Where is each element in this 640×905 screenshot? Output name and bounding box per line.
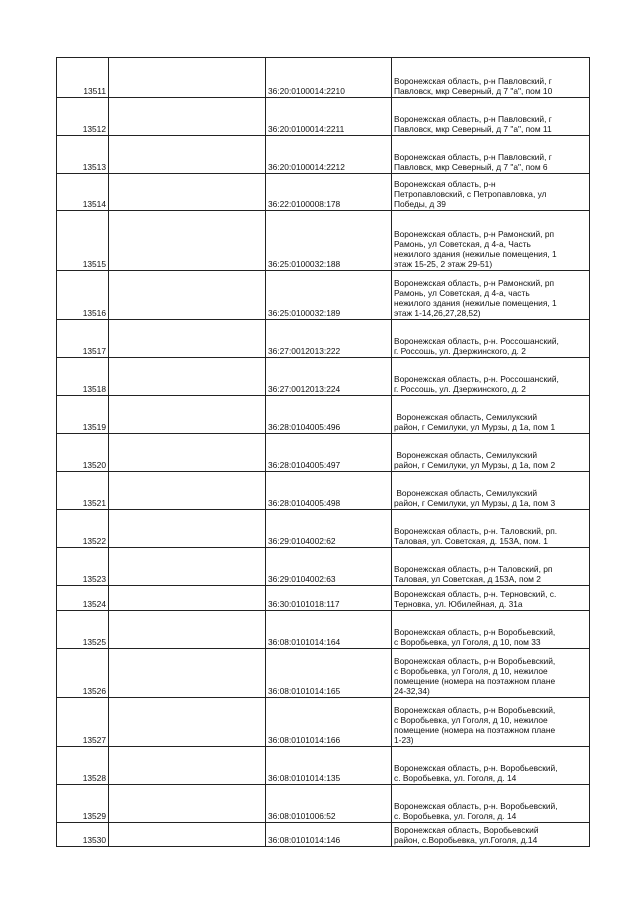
cadastral-number: 36:29:0104002:62	[266, 510, 392, 548]
empty-cell	[109, 98, 266, 136]
cadastral-number: 36:08:0101014:165	[266, 649, 392, 698]
address-cell: Воронежская область, р-н. Воробьевский, с. Воробьевка, ул. Гоголя, д. 14	[392, 747, 590, 785]
cadastral-number: 36:27:0012013:222	[266, 320, 392, 358]
empty-cell	[109, 472, 266, 510]
table-row	[57, 747, 590, 785]
table-row	[57, 358, 590, 396]
empty-cell	[109, 434, 266, 472]
cadastral-number: 36:08:0101014:166	[266, 698, 392, 747]
cadastral-number: 36:22:0100008:178	[266, 174, 392, 211]
address-cell: Воронежская область, Семилукский район, г Семилуки, ул Мурзы, д 1а, пом 3	[392, 472, 590, 510]
empty-cell	[109, 174, 266, 211]
cadastral-number: 36:27:0012013:224	[266, 358, 392, 396]
empty-cell	[109, 747, 266, 785]
row-number: 13511	[57, 58, 109, 98]
empty-cell	[109, 271, 266, 320]
empty-cell	[109, 611, 266, 649]
row-number: 13525	[57, 611, 109, 649]
table-row	[57, 58, 590, 98]
address-cell: Воронежская область, р-н Павловский, г Павловск, мкр Северный, д 7 "а", пом 11	[392, 98, 590, 136]
row-number: 13528	[57, 747, 109, 785]
row-number: 13529	[57, 785, 109, 823]
empty-cell	[109, 58, 266, 98]
address-cell: Воронежская область, р-н. Воробьевский, с. Воробьевка, ул. Гоголя, д. 14	[392, 785, 590, 823]
address-cell: Воронежская область, р-н. Таловский, рп. Таловая, ул. Советская, д. 153А, пом. 1	[392, 510, 590, 548]
cadastral-number: 36:28:0104005:497	[266, 434, 392, 472]
table-row	[57, 136, 590, 174]
table-row	[57, 586, 590, 611]
table-row	[57, 510, 590, 548]
address-cell: Воронежская область, Воробьевский район, с.Воробьевка, ул.Гоголя, д.14	[392, 823, 590, 847]
cadastral-number: 36:20:0100014:2212	[266, 136, 392, 174]
cadastral-number: 36:20:0100014:2211	[266, 98, 392, 136]
table-row	[57, 472, 590, 510]
address-cell: Воронежская область, р-н Воробьевский, с Воробьевка, ул Гоголя, д 10, нежилое помещение (номера на поэтажном плане 1-23)	[392, 698, 590, 747]
empty-cell	[109, 358, 266, 396]
cadastral-number: 36:25:0100032:188	[266, 211, 392, 271]
address-cell: Воронежская область, р-н Павловский, г Павловск, мкр Северный, д 7 "а", пом 10	[392, 58, 590, 98]
table-row	[57, 823, 590, 847]
cadastral-number: 36:30:0101018:117	[266, 586, 392, 611]
empty-cell	[109, 510, 266, 548]
cadastral-number: 36:28:0104005:498	[266, 472, 392, 510]
row-number: 13522	[57, 510, 109, 548]
empty-cell	[109, 698, 266, 747]
empty-cell	[109, 396, 266, 434]
table-row	[57, 548, 590, 586]
empty-cell	[109, 548, 266, 586]
row-number: 13524	[57, 586, 109, 611]
address-cell: Воронежская область, р-н Петропавловский, с Петропавловка, ул Победы, д 39	[392, 174, 590, 211]
address-cell: Воронежская область, р-н Воробьевский, с Воробьевка, ул Гоголя, д 10, пом 33	[392, 611, 590, 649]
table-row	[57, 698, 590, 747]
table-row	[57, 98, 590, 136]
row-number: 13519	[57, 396, 109, 434]
row-number: 13523	[57, 548, 109, 586]
cadastral-number: 36:28:0104005:496	[266, 396, 392, 434]
table-row	[57, 396, 590, 434]
cadastral-number: 36:20:0100014:2210	[266, 58, 392, 98]
address-cell: Воронежская область, Семилукский район, г Семилуки, ул Мурзы, д 1а, пом 1	[392, 396, 590, 434]
row-number: 13515	[57, 211, 109, 271]
cadastral-number: 36:25:0100032:189	[266, 271, 392, 320]
row-number: 13517	[57, 320, 109, 358]
table-row	[57, 211, 590, 271]
empty-cell	[109, 211, 266, 271]
row-number: 13512	[57, 98, 109, 136]
row-number: 13514	[57, 174, 109, 211]
empty-cell	[109, 785, 266, 823]
table-row	[57, 785, 590, 823]
row-number: 13527	[57, 698, 109, 747]
address-cell: Воронежская область, р-н. Россошанский, г. Россошь, ул. Дзержинского, д. 2	[392, 320, 590, 358]
cadastral-number: 36:08:0101014:164	[266, 611, 392, 649]
address-cell: Воронежская область, р-н Воробьевский, с Воробьевка, ул Гоголя, д 10, нежилое помещение (номера на поэтажном плане 24-32,34)	[392, 649, 590, 698]
row-number: 13518	[57, 358, 109, 396]
empty-cell	[109, 320, 266, 358]
row-number: 13521	[57, 472, 109, 510]
row-number: 13516	[57, 271, 109, 320]
cadastral-number: 36:08:0101006:52	[266, 785, 392, 823]
row-number: 13520	[57, 434, 109, 472]
row-number: 13513	[57, 136, 109, 174]
address-cell: Воронежская область, р-н. Терновский, с. Терновка, ул. Юбилейная, д. 31а	[392, 586, 590, 611]
address-cell: Воронежская область, р-н Таловский, рп Таловая, ул Советская, д 153А, пом 2	[392, 548, 590, 586]
row-number: 13530	[57, 823, 109, 847]
cadastral-number: 36:08:0101014:135	[266, 747, 392, 785]
cadastral-number: 36:29:0104002:63	[266, 548, 392, 586]
table-row	[57, 174, 590, 211]
address-cell: Воронежская область, р-н Павловский, г Павловск, мкр Северный, д 7 "а", пом 6	[392, 136, 590, 174]
table-row	[57, 611, 590, 649]
table-row	[57, 271, 590, 320]
empty-cell	[109, 586, 266, 611]
row-number: 13526	[57, 649, 109, 698]
table-row	[57, 320, 590, 358]
table-row	[57, 434, 590, 472]
cadastral-number: 36:08:0101014:146	[266, 823, 392, 847]
address-cell: Воронежская область, р-н. Россошанский, г. Россошь, ул. Дзержинского, д. 2	[392, 358, 590, 396]
empty-cell	[109, 823, 266, 847]
address-cell: Воронежская область, р-н Рамонский, рп Рамонь, ул Советская, д 4-а, часть нежилого здания (нежилые помещения, 1 этаж 1-14,26,27,28,52)	[392, 271, 590, 320]
address-cell: Воронежская область, Семилукский район, г Семилуки, ул Мурзы, д 1а, пом 2	[392, 434, 590, 472]
address-cell: Воронежская область, р-н Рамонский, рп Рамонь, ул Советская, д 4-а, Часть нежилого здания (нежилые помещения, 1 этаж 15-25, 2 этаж 29-51)	[392, 211, 590, 271]
empty-cell	[109, 136, 266, 174]
property-table	[56, 57, 590, 847]
empty-cell	[109, 649, 266, 698]
table-row	[57, 649, 590, 698]
